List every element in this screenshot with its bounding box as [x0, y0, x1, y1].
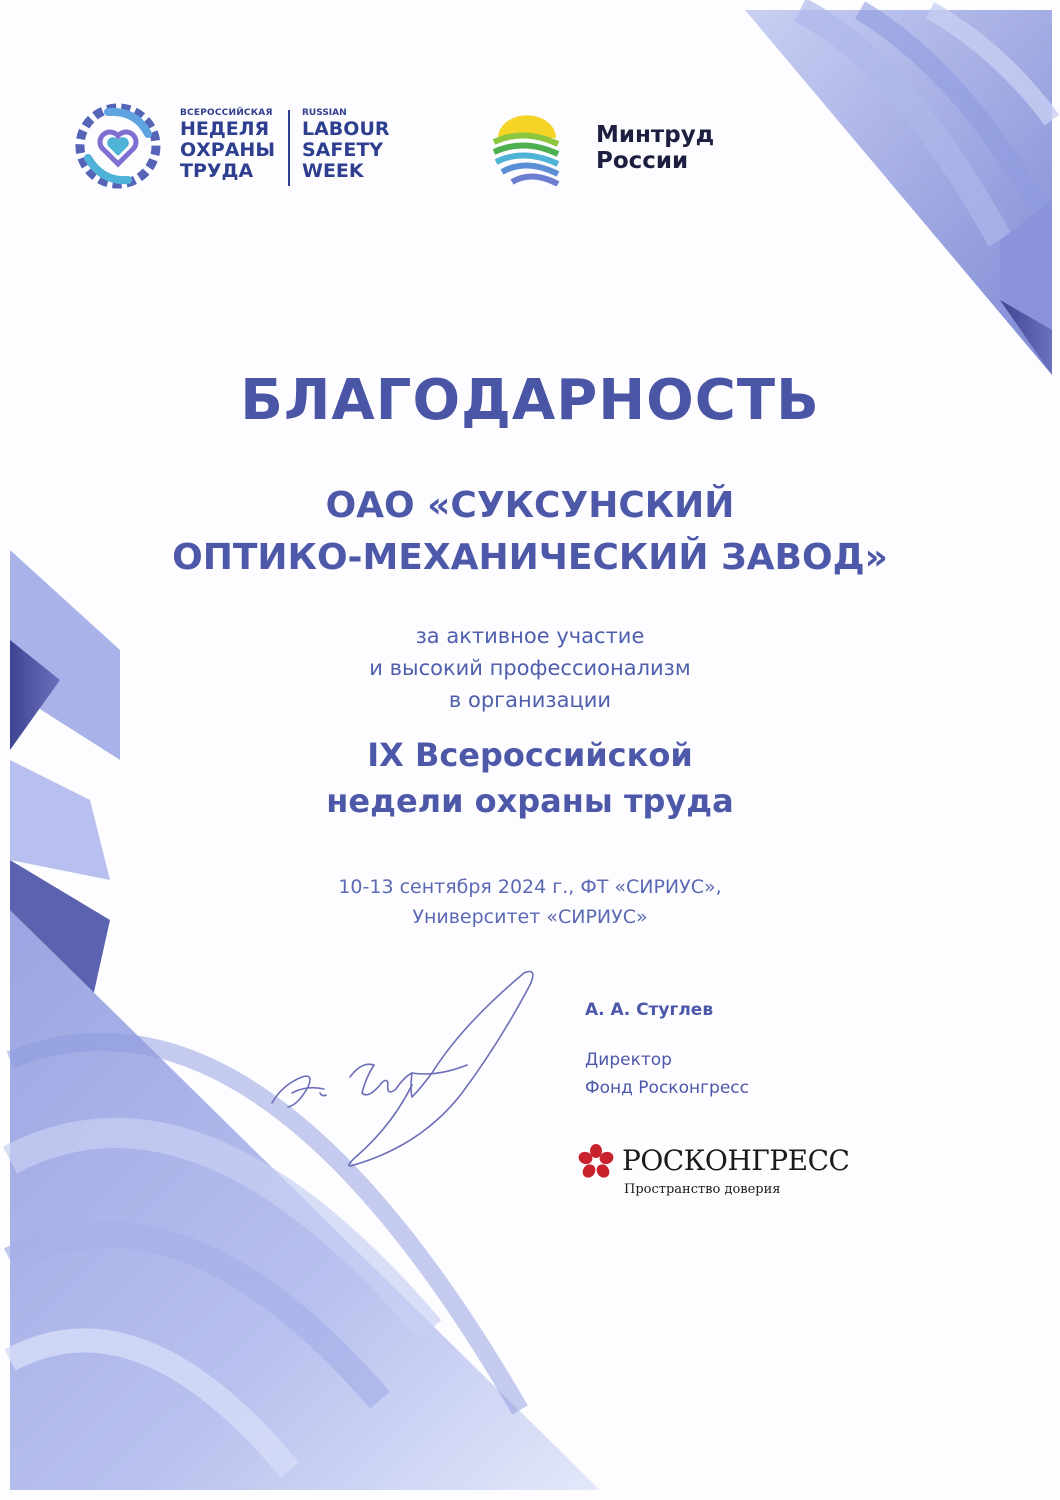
signer-role: [585, 1046, 905, 1102]
signer-block: [585, 1000, 905, 1102]
roscongress-tagline: Пространство доверия: [624, 1182, 781, 1197]
week-ru-line: ТРУДА: [180, 160, 254, 182]
logo-divider: [288, 110, 290, 186]
organization-line: ОАО «СУКСУНСКИЙ: [325, 485, 735, 526]
reason-line: за активное участие: [415, 624, 645, 648]
sun-fields-icon: [490, 108, 560, 186]
week-ru-line: ОХРАНЫ: [180, 139, 276, 161]
week-ru-line: НЕДЕЛЯ: [180, 118, 270, 140]
week-en-small: RUSSIAN: [302, 108, 347, 118]
mintrud-line: России: [596, 148, 689, 174]
organization-name: [0, 480, 1060, 584]
week-title-ru: [180, 108, 290, 182]
certificate-title: БЛАГОДАРНОСТЬ: [240, 368, 820, 433]
signer-name: А. А. Стуглев: [585, 1000, 714, 1020]
mintrud-line: Минтруд: [596, 122, 715, 148]
week-en-line: SAFETY: [302, 139, 384, 161]
week-ru-small: ВСЕРОССИЙСКАЯ: [180, 108, 273, 118]
event-details: [0, 872, 1060, 932]
week-en-line: LABOUR: [302, 118, 390, 140]
signer-role-line: Директор: [585, 1050, 672, 1070]
details-line: 10-13 сентября 2024 г., ФТ «СИРИУС»,: [338, 876, 722, 898]
gear-hands-heart-icon: [72, 100, 164, 192]
roscongress-name: РОСКОНГРЕСС: [622, 1144, 850, 1177]
reason-line: и высокий профессионализм: [369, 656, 691, 680]
roscongress-logo: [578, 1142, 898, 1212]
reason-text: [0, 620, 1060, 716]
labour-safety-week-logo: [72, 100, 412, 200]
mintrud-logo: [490, 108, 730, 198]
week-title-en: [302, 108, 412, 182]
event-name: [0, 732, 1060, 824]
event-line: IX Всероссийской: [367, 736, 693, 774]
flower-icon: [578, 1144, 614, 1180]
signer-role-line: Фонд Росконгресс: [585, 1078, 749, 1098]
reason-line: в организации: [448, 688, 612, 712]
week-en-line: WEEK: [302, 160, 364, 182]
details-line: Университет «СИРИУС»: [412, 906, 648, 928]
handwritten-signature: [262, 965, 562, 1175]
organization-line: ОПТИКО-МЕХАНИЧЕСКИЙ ЗАВОД»: [172, 537, 888, 578]
mintrud-title: [596, 122, 736, 174]
event-line: недели охраны труда: [326, 782, 734, 820]
